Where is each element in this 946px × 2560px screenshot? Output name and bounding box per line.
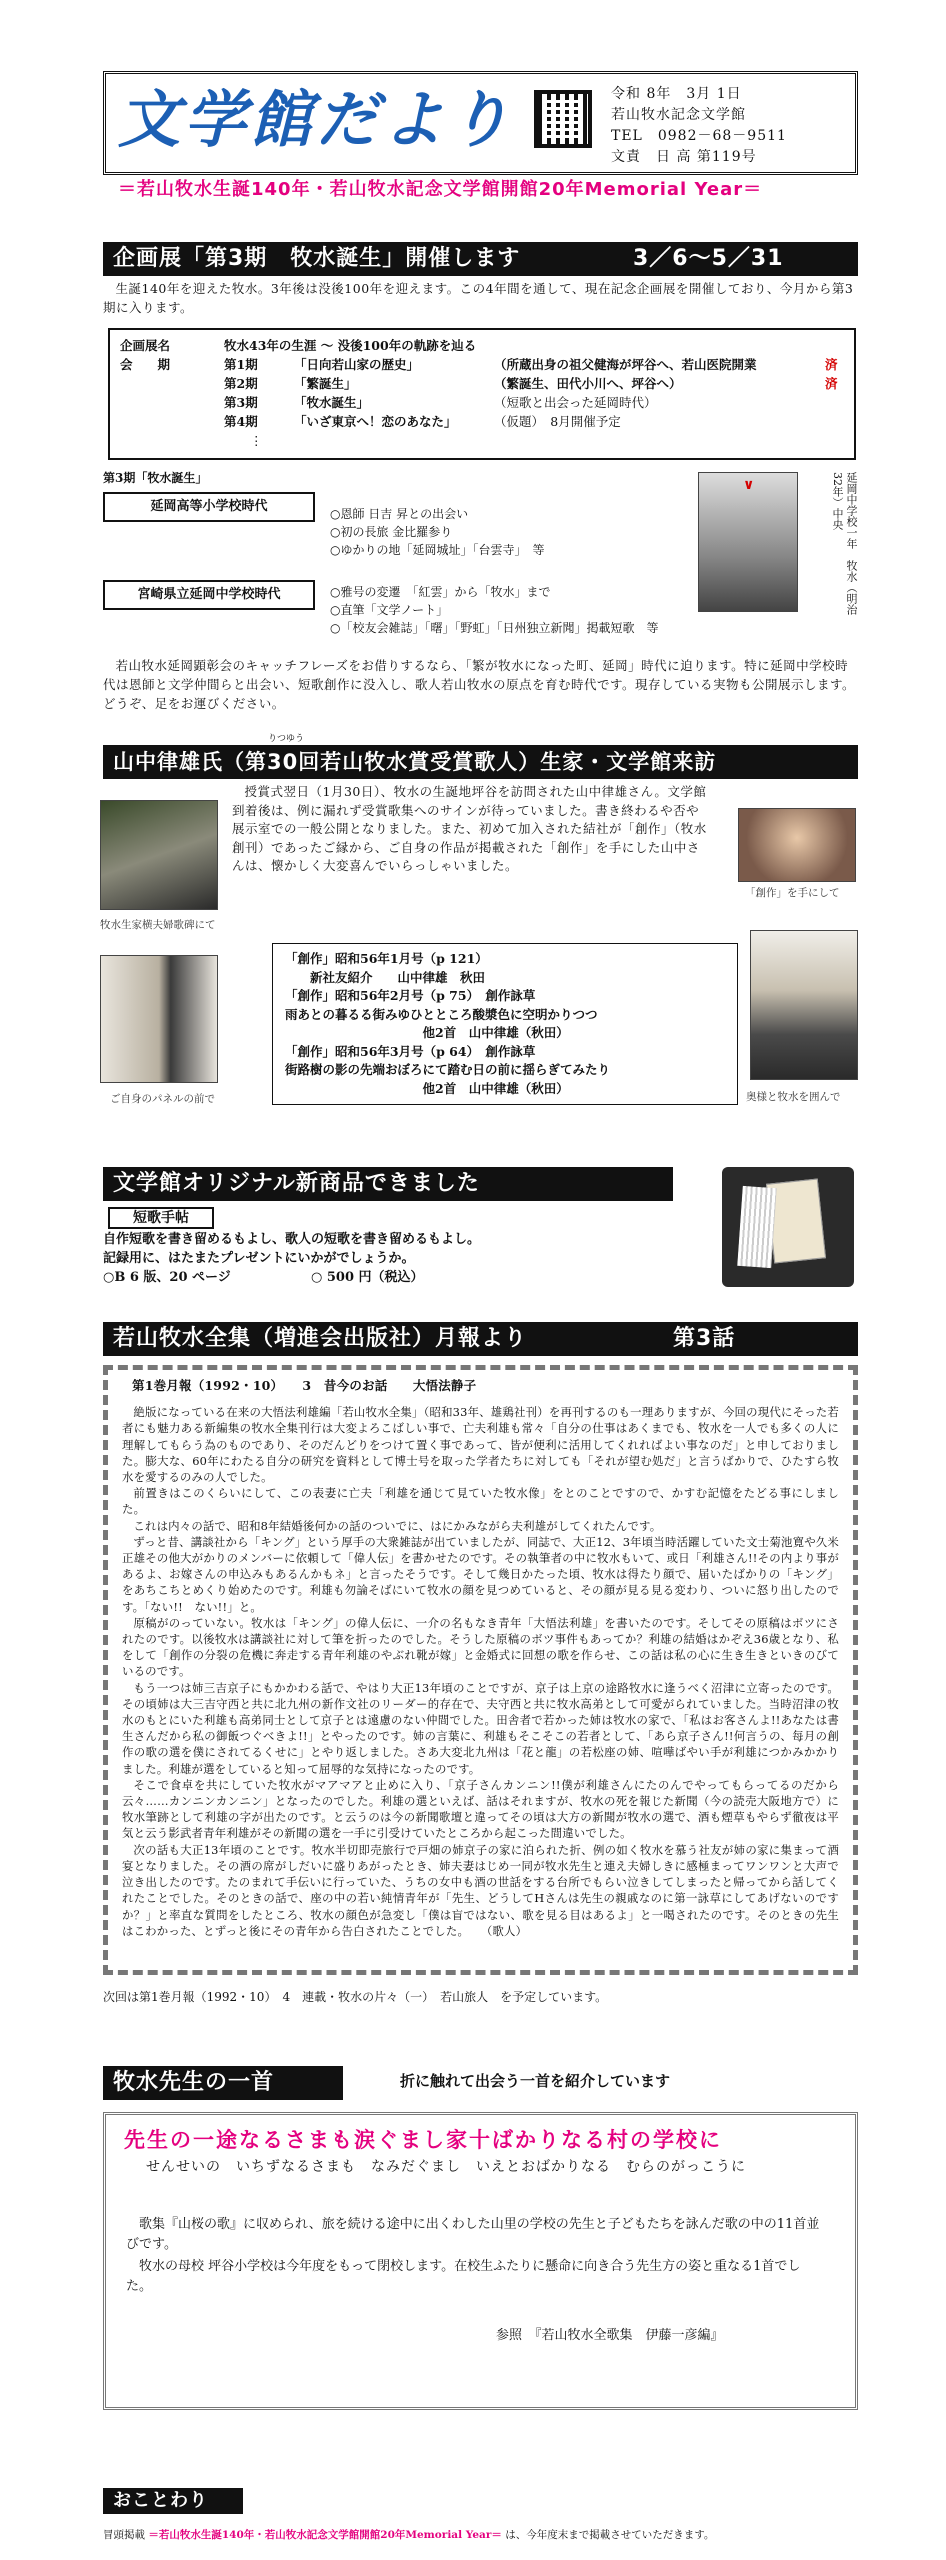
product-photo	[722, 1167, 854, 1287]
essay-paragraph: 前置きはこのくらいにして、この表妻に亡夫「利雄を通じて見ていた牧水像」をとのことですので、かすむ記憶をたどる事にしました。	[122, 1486, 839, 1517]
arrow-marker-icon: ∨	[743, 477, 755, 493]
period-note: （短歌と出会った延岡時代）	[494, 395, 657, 410]
period-note: （所蔵出身の祖父健海が坪谷へ、若山医院開業	[494, 357, 757, 372]
essay-header: 第1巻月報（1992・10） 3 昔今のお話 大悟法静子	[132, 1378, 477, 1393]
notice-text	[103, 2528, 858, 2543]
journal-line: 「創作」昭和56年1月号（p 121）	[285, 951, 488, 966]
period-title: 「いざ東京へ！恋のあなた」	[294, 414, 457, 429]
poem-reading: せんせいの いちずなるさまも なみだぐまし いえとおばかりなる むらのがっこうに	[146, 2159, 746, 2175]
essay-paragraph: そこで食卓を共にしていた牧水がマアマアと止めに入り、「京子さんカンニン!!僕が利雄さんにたのんでやってもらってるのだから云々……カンニンカンニン」となったのでした。利雄の選といえば、話はそれますが、牧水の死を報じた新聞（今の読売大阪地方で）に牧水筆跡として利雄の字が出たのです。と云うのは今の新聞歌壇と違ってその頃は大方の新聞が牧水の選で、酒も煙草もやらず徹夜は平気と云う影武者青年利雄がその新聞の選を一手に引受けていたところから起こった間違いでした。	[122, 1777, 839, 1841]
notice-heading: おことわり	[103, 2488, 243, 2514]
period-row	[120, 412, 844, 431]
journal-line: 雨あとの暮るる街みゆひとところ酸漿色に空明かりつつ	[285, 1006, 598, 1022]
school1-label: 延岡高等小学校時代	[103, 492, 315, 522]
memorial-banner: ＝若山牧水生誕140年・若山牧水記念文学館開館20年Memorial Year＝	[118, 179, 763, 200]
essay-frame	[103, 1365, 858, 1975]
exhibit-name: 牧水43年の生涯 ～ 没後100年の軌跡を辿る	[224, 338, 477, 353]
poem-comment-1: 歌集『山桜の歌』に収められ、旅を続ける途中に出くわした山里の学校の先生と子どもたちを詠んだ歌の中の11首並びです。	[126, 2217, 820, 2252]
journal-line: 街路樹の影の先端おぼろにて踏む日の前に揺らぎてみたり	[285, 1062, 611, 1077]
period-number: 第2期	[224, 376, 258, 391]
period-status: 済	[825, 357, 838, 372]
visit-heading: 山中律雄氏（第30回若山牧水賞受賞歌人）生家・文学館来訪	[103, 745, 858, 779]
poem-comment-2: 牧水の母校 坪谷小学校は今年度をもって閉校します。在校生ふたりに懸命に向き合う先生方の姿と重なる1首でした。	[126, 2259, 801, 2294]
exhibition-dates: 3／6～5／31	[633, 246, 784, 271]
masthead-info	[611, 84, 851, 168]
phone: TEL 0982－68－9511	[611, 128, 787, 144]
product-name: 短歌手帖	[108, 1207, 214, 1229]
student-photo-caption: 延岡中学校一年 牧水（明治32年）中央	[831, 472, 858, 615]
journal-line: 他2首 山中律雄（秋田）	[285, 1080, 569, 1096]
period-number: 第4期	[224, 414, 258, 429]
pages-icon	[737, 1186, 776, 1268]
journal-line: 他2首 山中律雄（秋田）	[285, 1025, 569, 1040]
monthly-heading	[103, 1322, 858, 1356]
journal-line: 「創作」昭和56年3月号（p 64） 創作詠草	[285, 1043, 536, 1059]
notice-lead: 冒頭掲載	[103, 2529, 145, 2541]
caption-poem-stone: 牧水生家横夫婦歌碑にて	[100, 919, 216, 931]
exhibition-heading	[103, 242, 858, 276]
photo-own-panel	[100, 955, 218, 1083]
product-price: ○ 500 円（税込）	[311, 1270, 424, 1285]
journal-box	[272, 943, 738, 1105]
caption-journal: 「創作」を手にして	[745, 887, 840, 899]
exhibition-box	[108, 328, 856, 460]
editor-issue: 文責 日 高 第119号	[611, 149, 757, 165]
essay-paragraph: これは内々の話で、昭和8年結婚後何かの話のついでに、はにかみながら夫利雄がしてくれたんです。	[133, 1518, 662, 1533]
period-note: （繁誕生、田代小川へ、坪谷へ）	[494, 376, 682, 391]
period-label: 会 期	[120, 357, 171, 372]
period-title: 「牧水誕生」	[294, 395, 370, 410]
period-number: 第1期	[224, 357, 258, 372]
exhibit-label: 企画展名	[120, 338, 171, 353]
school1-item: ○ゆかりの地「延岡城址」「台雲寺」 等	[330, 543, 545, 557]
product-desc-1: 自作短歌を書き留めるもよし、歌人の短歌を書き留めるもよし。	[103, 1232, 481, 1247]
essay-paragraph: 原稿がのっていない。牧水は「キング」の偉人伝に、一介の名もなき青年「大悟法利雄」を書いたのです。そしてその原稿はボツにされたのです。以後牧水は講談社に対して筆を折ったのでした。そうした原稿のボツ事件もあってか？利雄の結婚はかぞえ36歳となり、私をして「創作の分裂の危機に奔走する青年利雄のやぶれ靴が嫁」と金婚式に回想の歌を作らせ、この話は私の心に生き生きといきのびているのです。	[122, 1615, 839, 1679]
school2-item: ○「校友会雑誌」「曙」「野虹」「日州独立新聞」掲載短歌 等	[330, 621, 659, 635]
notice-tag: ＝若山牧水生誕140年・若山牧水記念文学館開館20年Memorial Year＝	[148, 2529, 502, 2541]
newsletter-title: 文学館だより	[118, 83, 515, 156]
product-desc-2: 記録用に、はたまたプレゼントにいかがでしょうか。	[103, 1251, 415, 1266]
period-note: （仮題） 8月開催予定	[494, 414, 621, 429]
school2-item: ○直筆「文学ノート」	[330, 603, 449, 617]
school2-label: 宮崎県立延岡中学校時代	[103, 580, 315, 610]
next-episode: 次回は第1巻月報（1992・10） 4 連載・牧水の片々（一） 若山旅人 を予定しています。	[103, 1990, 608, 2004]
caption-wife: 奥様と牧水を囲んで	[746, 1091, 841, 1103]
new-product-heading: 文学館オリジナル新商品できました	[103, 1167, 673, 1201]
period-row	[120, 374, 844, 393]
issue-date: 令和 8年 3月 1日	[611, 86, 742, 102]
exhibition-outro: 若山牧水延岡顕彰会のキャッチフレーズをお借りするなら、「繁が牧水になった町、延岡」時代に迫ります。特に延岡中学校時代は恩師と文学仲間らと出会い、短歌創作に没入し、歌人若山牧水の原点を育む時代です。現存している実物も公開展示します。どうぞ、足をお運びください。	[103, 658, 856, 711]
product-spec: ○B 6 版、20 ページ	[103, 1270, 231, 1285]
period-row	[120, 355, 844, 374]
name-ruby: りつゆう	[268, 734, 305, 744]
exhibition-intro: 生誕140年を迎えた牧水。3年後は没後100年を迎えます。この4年間を通して、現在記念企画展を開催しており、今月から第3期に入ります。	[103, 281, 854, 315]
school1-item: ○恩師 日吉 昇との出会い	[330, 507, 469, 521]
photo-with-wife	[750, 930, 858, 1080]
phase3-label: 第3期「牧水誕生」	[103, 471, 208, 485]
period-status: 済	[825, 376, 838, 391]
essay-paragraph: 絶版になっている在来の大悟法利雄編「若山牧水全集」（昭和33年、雄鶏社刊）を再刊するのも一理ありますが、今回の現代にそった若者にも魅力ある新編集の牧水全集刊行は大変よろこばしい事で、亡夫利雄も常々「自分の仕事はあくまでも、牧水を一人でも多くの人に理解してもらう為のものであり、そのだんどりをつけて置く事であって、皆が便利に活用してくれればよい事なのだ」と申しておりました。膨大な、60年にわたる自分の研究を資料として博士号を取った学者たちに対しても「それが望む処だ」と言うばかりで、ひたすら牧水を愛するのみの人でした。	[122, 1405, 839, 1485]
period-number: 第3期	[224, 395, 258, 410]
essay-paragraph: ずっと昔、講談社から「キング」という厚手の大衆雑誌が出ていましたが、同誌で、大正12、3年頃当時活躍していた文士菊池寛や久米正雄その他大がかりのメンバーに依頼して「偉人伝」を書かせたのです。その執筆者の中に牧水もいて、或日「利雄さん!!その内より事があるよ、お嫁さんの申込みもあるんかもネ」と言ったそうです。そして幾日かたった頃、牧水は得たり顔で、届いたばかりの「キング」をあちこちとめくり始めたのです。利雄も勿論そばにいて牧水の顔を見つめていると、その顔が見る見る変わり、ついに怒り出したのです。「ない!! ない!!」と。	[122, 1534, 839, 1614]
episode-number: 第3話	[673, 1326, 736, 1351]
essay-paragraph: 次の話も大正13年頃のことです。牧水半切即売旅行で戸畑の姉京子の家に泊られた折、例の如く牧水を慕う社友が姉の家に集まって酒宴となりました。その酒の席がしだいに盛りあがったとき、姉夫妻はじめ一同が牧水先生と連え夫婦しきに感極まってワンワンと大声で泣き出したのです。たのまれて手伝いに行っていた、うちの女中も酒の世話をする台所でもらい泣きしてしまったと帰ってから話してくれたことでした。そのときの話で、座の中の若い純情青年が「先生、どうしてHさんは先生の親戚なのに第一詠草にしてあげないのですか？」と率直な質問をしたところ、牧水の顔色が急変し「僕は盲ではない、歌を見る目はあるよ」と一喝されたのです。そのときの先生はこわかった、とずっと後にその青年から告白されたことでした。 （歌人）	[122, 1842, 839, 1938]
more-dots: ⋮	[250, 433, 263, 448]
essay-body	[108, 1370, 853, 1947]
school1-items	[330, 505, 670, 559]
poem-reference: 参照 『若山牧水全歌集 伊藤一彦編』	[496, 2328, 724, 2343]
notice-tail: は、今年度末まで掲載させていただきます。	[505, 2529, 715, 2541]
caption-panel: ご自身のパネルの前で	[110, 1093, 215, 1105]
poem-frame	[103, 2112, 858, 2410]
period-list	[120, 355, 844, 431]
masthead	[103, 71, 858, 175]
school2-item: ○雅号の変遷 「紅雲」から「牧水」まで	[330, 585, 551, 599]
period-row	[120, 393, 844, 412]
monthly-title: 若山牧水全集（増進会出版社）月報より	[113, 1326, 528, 1351]
essay-paragraph: もう一つは姉三吉京子にもかかわる話で、やはり大正13年頃のことですが、京子は上京の途路牧水に逢うべく沼津に立寄ったのです。その頃姉は大三吉守西と共に北九州の新作文社のリーダー的存在で、夫守西と共に牧水高弟として可愛がられていました。当時沼津の牧水のもとにいた利雄も高弟同士として京子とは遠慮のない仲間でした。田舎者で若かった姉は牧水の家で、「私はお客さんよ!!あなたは書生さんだから私の御飯つぐべきよ!!」とやったのです。姉の言葉に、利雄もそこそこの若者として、「あら京子さん!!何言うの、每月の創作の歌の選を僕にされてるくせに」とやり返しました。さあ大変北九州は「花と龍」の若松座の姉、喧嘩ばやい手が利雄につかみかかりました。利雄が選をしていると知って屈辱的な気持になったのです。	[122, 1680, 839, 1776]
visit-text: 授賞式翌日（1月30日）、牧水の生誕地坪谷を訪問された山中律雄さん。文学館到着後は、例に漏れず受賞歌集へのサインが待っていました。書き終わるや否や展示室での一般公開となりました。また、初めて加入された結社が「創作」（牧水創刊）であったご縁から、ご自身の作品が掲載された「創作」を手にした山中さんは、懐かしく大変喜んでいらっしゃいました。	[232, 784, 707, 873]
org-name: 若山牧水記念文学館	[611, 107, 746, 123]
poem-subheading: 折に触れて出会う一首を紹介しています	[400, 2072, 671, 2090]
product-description	[103, 1230, 663, 1287]
qr-code-icon[interactable]	[534, 90, 592, 148]
school1-item: ○初の長旅 金比羅参り	[330, 525, 453, 539]
period-title: 「繁誕生」	[294, 376, 357, 391]
student-photo	[698, 472, 798, 612]
journal-line: 新社友紹介 山中律雄 秋田	[285, 969, 486, 985]
poem-heading: 牧水先生の一首	[103, 2066, 343, 2100]
period-title: 「日向若山家の歴史」	[294, 357, 420, 372]
exhibition-title: 企画展「第3期 牧水誕生」開催します	[113, 246, 521, 271]
poem-text: 先生の一途なるさまも涙ぐまし家十ばかりなる村の学校に	[124, 2127, 722, 2152]
photo-with-journal	[738, 808, 856, 882]
photo-grave-poem	[100, 800, 218, 910]
journal-line: 「創作」昭和56年2月号（p 75） 創作詠草	[285, 988, 536, 1003]
